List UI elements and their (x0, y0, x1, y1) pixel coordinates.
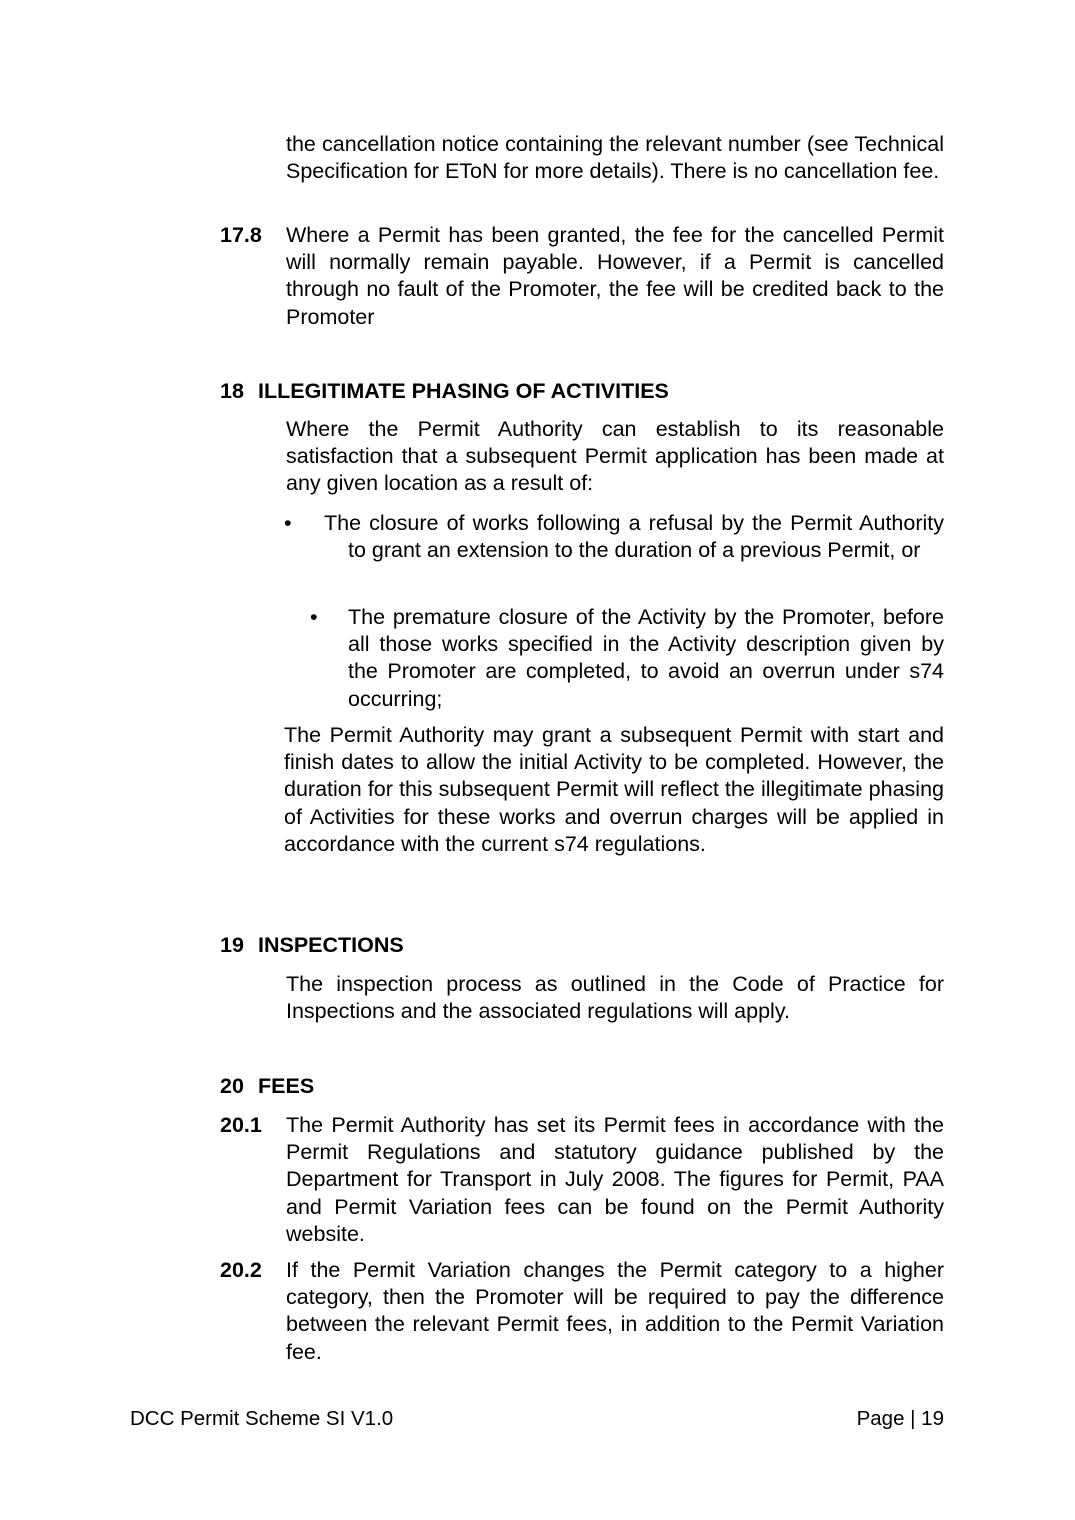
section-19-title: INSPECTIONS (258, 933, 404, 957)
footer-page-number: Page | 19 (856, 1407, 944, 1430)
section-18-heading (220, 378, 940, 405)
bullet-dot-icon: • (310, 605, 318, 629)
section-18-number: 18 (220, 379, 244, 403)
section-20-1-paragraph: The Permit Authority has set its Permit fees in accordance with the Permit Regulations and statutory guidance published by the Department for Transport in July 2008. The figures for Permit, PAA and Permit Variation fees can be found on the Permit Authority website. (286, 1113, 944, 1246)
footer-document-title: DCC Permit Scheme SI V1.0 (130, 1407, 394, 1430)
bullet-item (324, 510, 944, 564)
section-number-20-1: 20.1 (220, 1113, 262, 1137)
section-18-outro: The Permit Authority may grant a subsequent Permit with start and finish dates to allow the initial Activity to be completed. However, the duration for this subsequent Permit will reflect the illegitimate phasing of Activities for these works and overrun charges will be applied in accordance with the current s74 regulations. (284, 723, 944, 856)
section-20-heading (220, 1073, 940, 1100)
bullet-text: The closure of works following a refusal by the Permit Authority to grant an extension to the duration of a previous Permit, or (324, 511, 944, 563)
section-number-17-8: 17.8 (220, 223, 262, 247)
section-18-intro: Where the Permit Authority can establish to its reasonable satisfaction that a subsequent Permit application has been made at any given location as a result of: (286, 417, 944, 496)
section-19-heading (220, 932, 940, 959)
section-17-8-paragraph: Where a Permit has been granted, the fee for the cancelled Permit will normally remain payable. However, if a Permit is cancelled through no fault of the Promoter, the fee will be credited back to the Promoter (286, 223, 944, 329)
bullet-dot-icon: • (284, 511, 292, 535)
section-19-paragraph: The inspection process as outlined in the Code of Practice for Inspections and the associated regulations will apply. (286, 972, 944, 1024)
bullet-text: The premature closure of the Activity by the Promoter, before all those works specified in the Activity description given by the Promoter are completed, to avoid an overrun under s74 occurring; (348, 605, 944, 711)
section-19-number: 19 (220, 933, 244, 957)
continuation-paragraph: the cancellation notice containing the relevant number (see Technical Specification for EToN for more details). There is no cancellation fee. (286, 132, 944, 184)
section-number-20-2: 20.2 (220, 1258, 262, 1282)
section-20-2-paragraph: If the Permit Variation changes the Permit category to a higher category, then the Promoter will be required to pay the difference between the relevant Permit fees, in addition to the Permit Variation fee. (286, 1258, 944, 1364)
section-20-number: 20 (220, 1074, 244, 1098)
section-20-title: FEES (258, 1074, 315, 1098)
section-18-title: ILLEGITIMATE PHASING OF ACTIVITIES (258, 379, 669, 403)
